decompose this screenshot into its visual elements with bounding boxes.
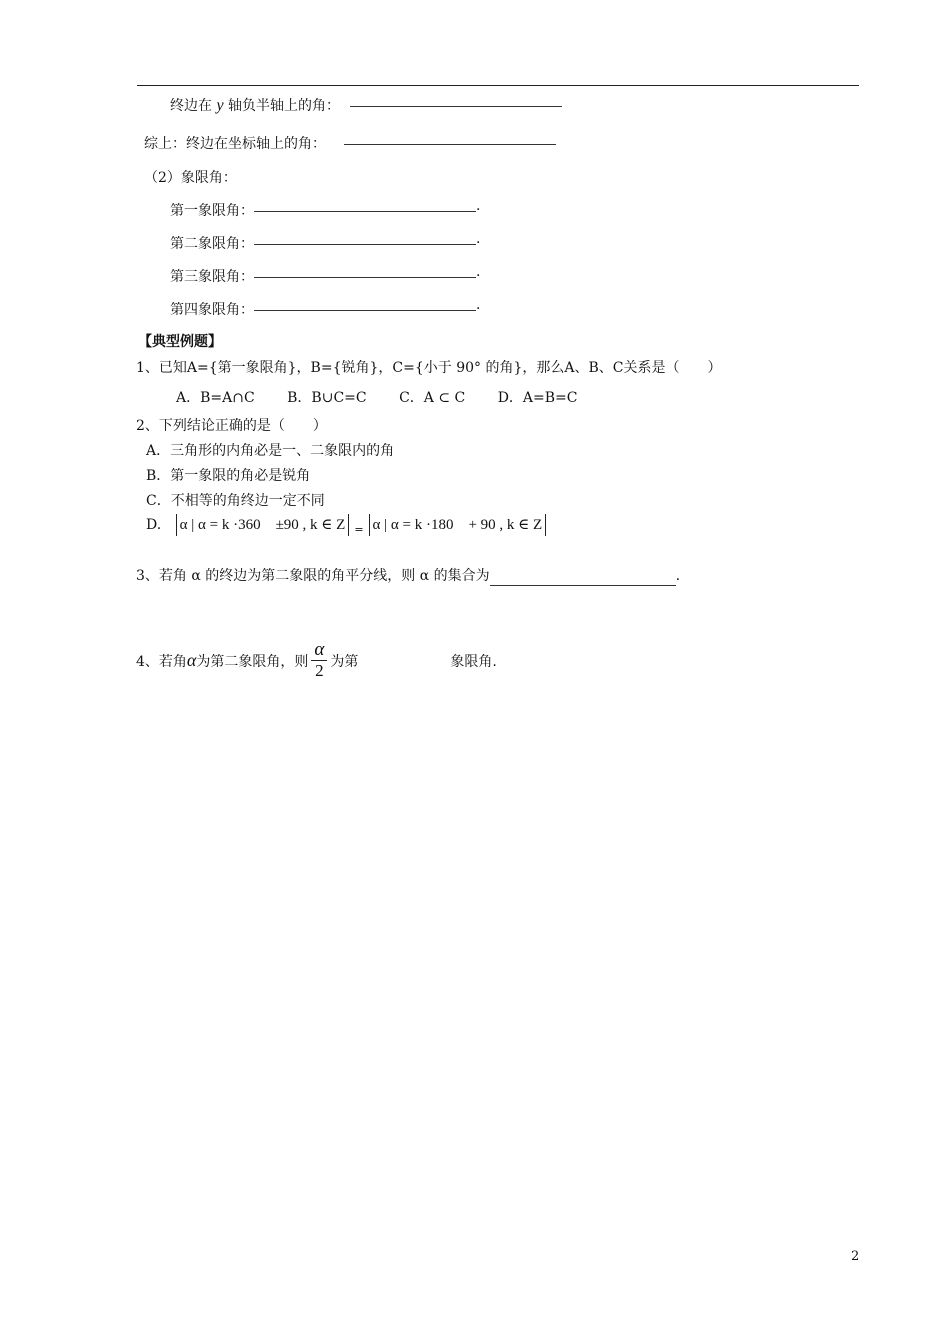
neg-y-label-b: 轴负半轴上的角： <box>228 98 341 114</box>
alpha-symbol: α <box>186 650 197 670</box>
alpha-over-two-fraction <box>311 640 327 681</box>
option-b: B．第一象限的角必是锐角 <box>146 468 311 484</box>
answer-blank <box>490 571 676 586</box>
period: . <box>476 297 481 313</box>
set-expression-left: α | α = k ·360 ±90 , k ∈ Z <box>179 517 346 533</box>
header-rule <box>137 85 859 86</box>
set-expression-right: α | α = k ·180 + 90 , k ∈ Z <box>372 517 543 533</box>
quadrant-item <box>170 231 481 254</box>
question-3 <box>136 566 680 586</box>
summary-label: 综上：终边在坐标轴上的角： <box>144 136 326 152</box>
answer-blank <box>254 211 476 212</box>
quadrant-label: 第一象限角： <box>170 203 254 219</box>
option-d <box>146 514 549 536</box>
quadrant-label: 第四象限角： <box>170 302 254 318</box>
quadrant-label: 第三象限角： <box>170 269 254 285</box>
quadrant-item <box>170 297 481 320</box>
neg-y-label-a: 终边在 <box>170 98 212 114</box>
quadrant-label: 第二象限角： <box>170 236 254 252</box>
y-variable: y <box>216 97 224 114</box>
neg-y-axis-line <box>170 96 562 116</box>
question-4-text-a: 4、若角 <box>136 654 187 670</box>
set-brace-left <box>369 514 370 536</box>
question-4-text-b: 为第二象限角，则 <box>196 654 309 670</box>
period: . <box>476 264 481 280</box>
question-3-text: 3、若角 α 的终边为第二象限的角平分线，则 α 的集合为 <box>136 568 490 584</box>
question-1: 1、已知A={第一象限角}，B={锐角}，C={小于 90° 的角}，那么A、B、C关系是（ ） <box>136 360 722 376</box>
set-brace-left <box>176 514 177 536</box>
option-d-label: D. <box>146 517 162 533</box>
set-brace-right <box>348 514 349 536</box>
quadrant-item <box>170 264 481 287</box>
answer-blank <box>344 144 556 145</box>
question-4 <box>136 640 497 683</box>
page-number: 2 <box>851 1249 860 1264</box>
axis-summary-line <box>144 134 556 154</box>
question-4-text-c: 为第 <box>330 654 359 670</box>
equals-sign: = <box>354 523 364 536</box>
answer-blank <box>254 277 476 278</box>
option-c: C．不相等的角终边一定不同 <box>146 493 325 509</box>
period: . <box>476 231 481 247</box>
period: . <box>675 568 681 584</box>
quadrant-item <box>170 198 481 221</box>
quadrant-heading: （2）象限角： <box>144 170 237 186</box>
period: . <box>476 198 481 214</box>
question-4-text-d: 象限角. <box>450 654 497 670</box>
answer-blank <box>254 310 476 311</box>
answer-blank <box>254 244 476 245</box>
question-1-options <box>176 388 605 408</box>
option-a: A．三角形的内角必是一、二象限内的角 <box>146 443 395 459</box>
fraction-denominator: 2 <box>315 660 324 680</box>
set-brace-right <box>545 514 546 536</box>
answer-blank <box>350 106 562 107</box>
option-d: D．A=B=C <box>497 390 578 406</box>
fraction-numerator: α <box>311 640 327 661</box>
examples-heading: 【典型例题】 <box>138 334 222 350</box>
option-b: B．B∪C=C <box>287 390 367 406</box>
option-a: A．B=A∩C <box>176 390 255 406</box>
question-2: 2、下列结论正确的是（ ） <box>136 418 327 434</box>
option-c: C．A ⊂ C <box>399 390 466 406</box>
